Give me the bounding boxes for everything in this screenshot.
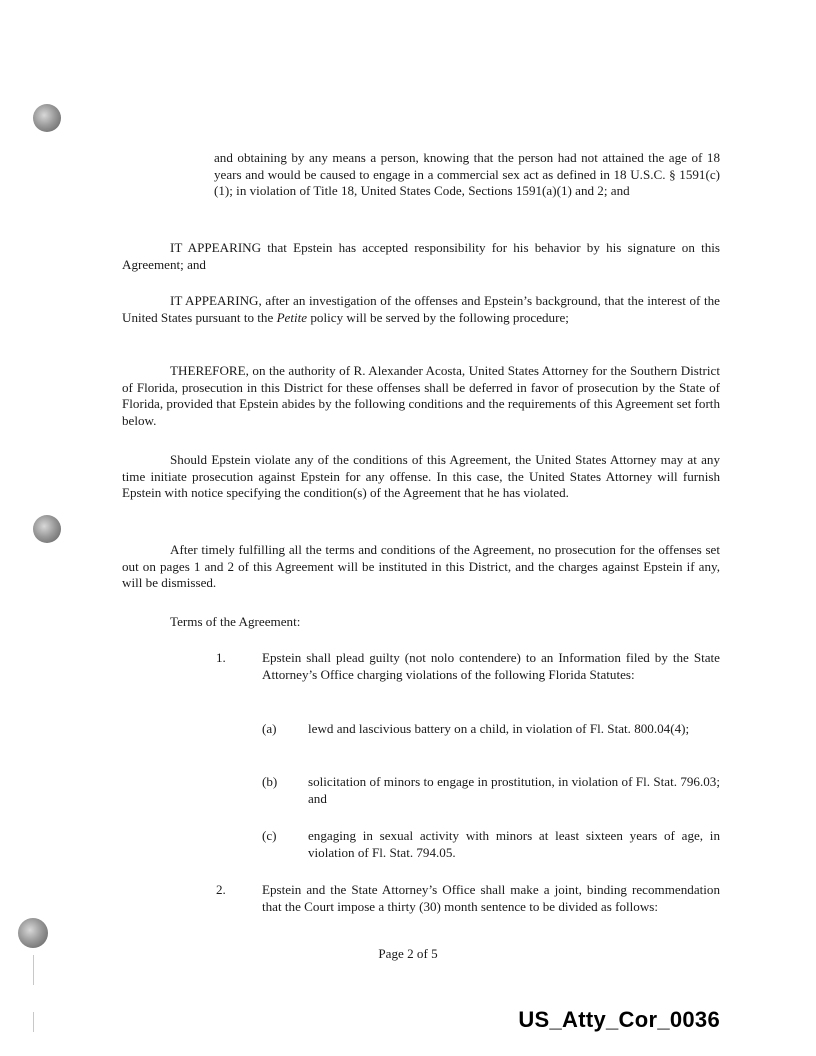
hole-punch-middle bbox=[33, 515, 61, 543]
paragraph-fulfillment: After timely fulfilling all the terms and conditions of the Agreement, no prosecution for the offenses set out on pages 1 and 2 of this Agreement will be instituted in this District, and the charges against Epstein if any, will be dismissed. bbox=[122, 542, 720, 591]
term-number: 1. bbox=[216, 650, 226, 665]
paragraph-petite-policy bbox=[122, 293, 720, 326]
continuation-text: and obtaining by any means a person, knowing that the person had not attained the age of 18 years and would be caused to engage in a commercial sex act as defined in 18 U.S.C. § 1591(c)(1); in violation of Title 18, United States Code, Sections 1591(a)(1) and 2; and bbox=[214, 150, 720, 199]
subitem-text: solicitation of minors to engage in prostitution, in violation of Fl. Stat. 796.03; and bbox=[308, 774, 720, 806]
paragraph-violation: Should Epstein violate any of the conditions of this Agreement, the United States Attorney may at any time initiate prosecution against Epstein for any offense. In this case, the United States Attorney will furnish Epstein with notice specifying the condition(s) of the Agreement that he has violated. bbox=[122, 452, 720, 501]
petite-para-end: policy will be served by the following procedure; bbox=[307, 309, 569, 325]
subitem-label: (c) bbox=[262, 828, 277, 843]
paragraph-responsibility: IT APPEARING that Epstein has accepted responsibility for his behavior by his signature on this Agreement; and bbox=[122, 240, 720, 272]
petite-para-start: IT APPEARING, after an investigation of the offenses and Epstein’s background, that the interest of the United States pursuant to the bbox=[122, 293, 720, 325]
subitem-text: engaging in sexual activity with minors at least sixteen years of age, in violation of Fl. Stat. 794.05. bbox=[308, 828, 720, 860]
hole-punch-bottom bbox=[18, 918, 48, 948]
term-number: 2. bbox=[216, 882, 226, 897]
paragraph-therefore: THEREFORE, on the authority of R. Alexander Acosta, United States Attorney for the Southern District of Florida, prosecution in this District for these offenses shall be deferred in favor of prosecution by the State of Florida, provided that Epstein abides by the following conditions and the requirements of this Agreement set forth below. bbox=[122, 363, 720, 428]
page-number: Page 2 of 5 bbox=[378, 946, 438, 961]
terms-heading: Terms of the Agreement: bbox=[170, 614, 301, 629]
subitem-label: (b) bbox=[262, 774, 278, 789]
hole-punch-top bbox=[33, 104, 61, 132]
scan-margin-line bbox=[33, 1012, 34, 1032]
subitem-label: (a) bbox=[262, 721, 277, 736]
petite-word: Petite bbox=[276, 309, 308, 325]
bates-number: US_Atty_Cor_0036 bbox=[518, 1007, 720, 1032]
term-text: Epstein and the State Attorney’s Office shall make a joint, binding recommendation that the Court impose a thirty (30) month sentence to be divided as follows: bbox=[262, 882, 720, 914]
subitem-text: lewd and lascivious battery on a child, in violation of Fl. Stat. 800.04(4); bbox=[308, 721, 690, 736]
term-text: Epstein shall plead guilty (not nolo contendere) to an Information filed by the State Attorney’s Office charging violations of the following Florida Statutes: bbox=[262, 650, 720, 682]
